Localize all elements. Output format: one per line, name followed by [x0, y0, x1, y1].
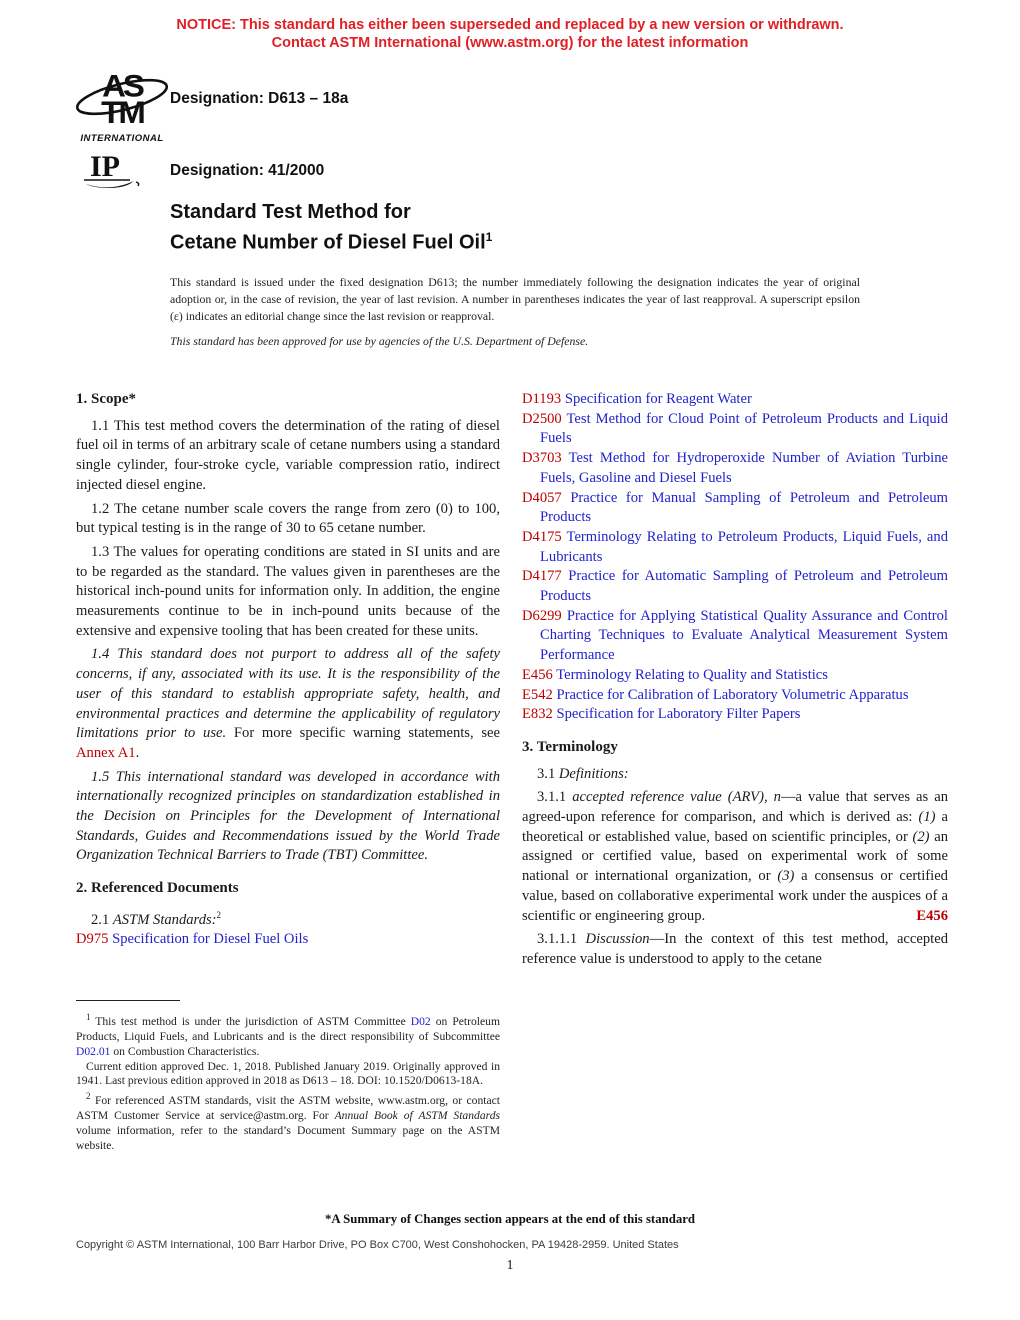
title-text: Cetane Number of Diesel Fuel Oil — [170, 231, 486, 254]
astm-logo-letters-bottom: TM — [101, 94, 143, 130]
paragraph-1-4-warning-text: For more specific warning statements, see — [226, 725, 501, 742]
discussion-label: Discussion — [585, 931, 650, 948]
reference-item — [522, 410, 948, 449]
ip-logo-letters: IP — [90, 150, 120, 183]
reference-code-link[interactable]: D4057 — [522, 489, 562, 506]
reference-title-link[interactable]: Practice for Manual Sampling of Petroleum and Petroleum Products — [540, 489, 948, 526]
reference-code-link[interactable]: D975 — [76, 931, 109, 948]
title-line-1: Standard Test Method for — [170, 201, 411, 223]
section-heading-terminology: 3. Terminology — [522, 738, 618, 755]
reference-code-link[interactable]: D1193 — [522, 391, 562, 407]
paragraph-3-1-1-1-number: 3.1.1.1 — [537, 931, 586, 948]
ip-logo — [80, 148, 144, 197]
reference-item — [522, 449, 948, 488]
reference-item — [522, 686, 948, 706]
right-column — [522, 390, 948, 970]
paragraph-1-4 — [76, 645, 500, 763]
reference-code-link[interactable]: D2500 — [522, 410, 562, 427]
copyright-line: Copyright © ASTM International, 100 Barr Harbor Drive, PO Box C700, West Conshohocken, PA 19428-2959. United States — [76, 1239, 679, 1251]
reference-item — [522, 666, 948, 686]
subcommittee-d02-01-link[interactable]: D02.01 — [76, 1044, 111, 1058]
supersession-notice — [0, 16, 1020, 52]
paragraph-3-1-1-1: 3.1.1.1 Discussion—In the context of this test method, accepted reference value is understood to apply to the cetane — [522, 931, 948, 967]
reference-code-link[interactable]: D4177 — [522, 568, 562, 585]
reference-code-link[interactable]: D6299 — [522, 607, 562, 624]
reference-item — [522, 390, 948, 410]
reference-item — [522, 705, 948, 725]
reference-code-link[interactable]: E456 — [522, 666, 553, 683]
footnotes-block — [76, 1000, 500, 1154]
paragraph-3-1-number: 3.1 — [537, 765, 559, 782]
astm-designation: Designation: D613 – 18a — [170, 90, 349, 107]
paragraph-2-1-footnote-marker: 2 — [216, 909, 222, 920]
astm-international-logo — [72, 64, 172, 144]
paragraph-3-1 — [522, 765, 948, 785]
title-line-2 — [170, 225, 492, 256]
section-heading-referenced-documents: 2. Referenced Documents — [76, 880, 239, 897]
issuance-paragraph: This standard is issued under the fixed designation D613; the number immediately following the designation indicates the year of original adoption or, in the case of revision, the year of last revision. A number in parentheses indicates the year of last reapproval. A superscript epsilon (ε) indicates an editorial change since the last revision or reapproval. — [170, 275, 860, 323]
astm-logo-caption: INTERNATIONAL — [80, 133, 164, 144]
footnote-1-edition: Current edition approved Dec. 1, 2018. Published January 2019. Originally approved in 1941. Last previous edition approved in 2018 as D613 – 18. DOI: 10.1520/D0613-18A. — [76, 1059, 500, 1088]
reference-item — [522, 528, 948, 567]
reference-code-link[interactable]: E832 — [522, 706, 553, 723]
paragraph-1-3: 1.3 The values for operating conditions are stated in SI units and are to be regarded as the standard. The values given in parentheses are the historical inch-pound units for information only. In addition, the engine measurements continue to be in inch-pound units because of the extensive and expensive tooling that has been created for these units. — [76, 543, 500, 639]
reference-code-link[interactable]: D4175 — [522, 528, 562, 545]
dod-approval-note: This standard has been approved for use by agencies of the U.S. Department of Defense. — [170, 334, 589, 348]
notice-line-1: NOTICE: This standard has either been superseded and replaced by a new version or withdrawn. — [176, 17, 844, 33]
reference-item — [522, 607, 948, 666]
reference-code-link[interactable]: E542 — [522, 686, 553, 703]
footnote-1: $^1$ This test method is under the jurisdiction of ASTM Committee D02 on Petroleum Products, Liquid Fuels, and Lubricants and is the direct responsibility of Subcommittee D02.01 on Combustion Characteristics. — [76, 1012, 500, 1058]
section-heading-scope: 1. Scope* — [76, 391, 136, 407]
footnote-divider — [76, 1000, 180, 1001]
reference-title-link[interactable]: Specification for Reagent Water — [564, 391, 752, 407]
reference-title-link[interactable]: Practice for Applying Statistical Quality Assurance and Control Charting Techniques to Evaluate Analytical Measurement System Performance — [540, 607, 948, 664]
paragraph-3-1-1-number: 3.1.1 — [537, 789, 573, 806]
paragraph-2-1-label: ASTM Standards: — [112, 911, 217, 928]
reference-item — [522, 489, 948, 528]
reference-title-link[interactable]: Practice for Calibration of Laboratory Volumetric Apparatus — [556, 686, 909, 703]
ip-designation: Designation: 41/2000 — [170, 162, 325, 179]
paragraph-2-1-number: 2.1 — [91, 911, 113, 928]
e456-source-link[interactable]: E456 — [916, 907, 948, 924]
ip-icon — [80, 148, 144, 192]
astm-globe-icon — [74, 64, 170, 130]
paragraph-1-5: 1.5 This international standard was developed in accordance with internationally recognized principles on standardization established in the Decision on Principles for the Development of International Standards, Guides and Recommendations issued by the World Trade Organization Technical Barriers to Trade (TBT) Committee. — [76, 768, 500, 864]
title-footnote-marker: 1 — [485, 230, 493, 244]
left-column — [76, 390, 500, 950]
term-accepted-reference-value: accepted reference value (ARV), n — [572, 789, 781, 806]
reference-title-link[interactable]: Test Method for Hydroperoxide Number of Aviation Turbine Fuels, Gasoline and Diesel Fuels — [540, 450, 948, 486]
paragraph-2-1 — [76, 906, 500, 931]
page-number: 1 — [506, 1257, 514, 1272]
notice-line-2: Contact ASTM International (www.astm.org) for the latest information — [271, 35, 749, 51]
committee-d02-link[interactable]: D02 — [410, 1014, 431, 1028]
paragraph-1-2: 1.2 The cetane number scale covers the range from zero (0) to 100, but typical testing is in the range of 30 to 65 cetane number. — [76, 500, 500, 537]
reference-title-link[interactable]: Specification for Laboratory Filter Papers — [556, 706, 801, 723]
astm-logo-letters-top: AS — [102, 68, 142, 104]
paragraph-1-4-caveat: 1.4 This standard does not purport to address all of the safety concerns, if any, associated with its use. It is the responsibility of the user of this standard to establish appropriate safety, health, and environmental practices and determine the applicability of regulatory limitations prior to use. — [76, 646, 500, 742]
paragraph-3-1-1: 3.1.1 accepted reference value (ARV), n—a value that serves as an agreed-upon reference for comparison, and which is derived as: (1) a theoretical or established value, based on scientific principles, or (2) an assigned or certified value, based on experimental work of some national or international organization, or (3) a consensus or certified value, based on collaborative experimental work under the auspices of a scientific or engineering group. E456 — [522, 788, 948, 926]
summary-of-changes-note: *A Summary of Changes section appears at the end of this standard — [324, 1212, 696, 1226]
annex-a1-link[interactable]: Annex A1 — [76, 744, 136, 761]
paragraph-1-1: 1.1 This test method covers the determination of the rating of diesel fuel oil in terms of an arbitrary scale of cetane numbers using a standard single cylinder, four-stroke cycle, variable compression ratio, indirect injected diesel engine. — [76, 417, 500, 493]
reference-item — [76, 930, 500, 950]
reference-title-link[interactable]: Test Method for Cloud Point of Petroleum Products and Liquid Fuels — [540, 410, 949, 447]
reference-title-link[interactable]: Specification for Diesel Fuel Oils — [112, 931, 309, 948]
reference-title-link[interactable]: Practice for Automatic Sampling of Petroleum and Petroleum Products — [540, 568, 948, 605]
page-title — [170, 200, 492, 256]
paragraph-1-4-period: . — [135, 744, 140, 761]
reference-item — [522, 567, 948, 606]
footnote-2: $^2$ For referenced ASTM standards, visit the ASTM website, www.astm.org, or contact ASTM Customer Service at service@astm.org. For Annual Book of ASTM Standards volume information, refer to the standard’s Document Summary page on the ASTM website. — [76, 1091, 501, 1152]
reference-code-link[interactable]: D3703 — [522, 450, 562, 467]
reference-title-link[interactable]: Terminology Relating to Petroleum Products, Liquid Fuels, and Lubricants — [540, 528, 948, 565]
reference-title-link[interactable]: Terminology Relating to Quality and Statistics — [556, 666, 828, 683]
paragraph-3-1-label: Definitions: — [558, 765, 629, 782]
